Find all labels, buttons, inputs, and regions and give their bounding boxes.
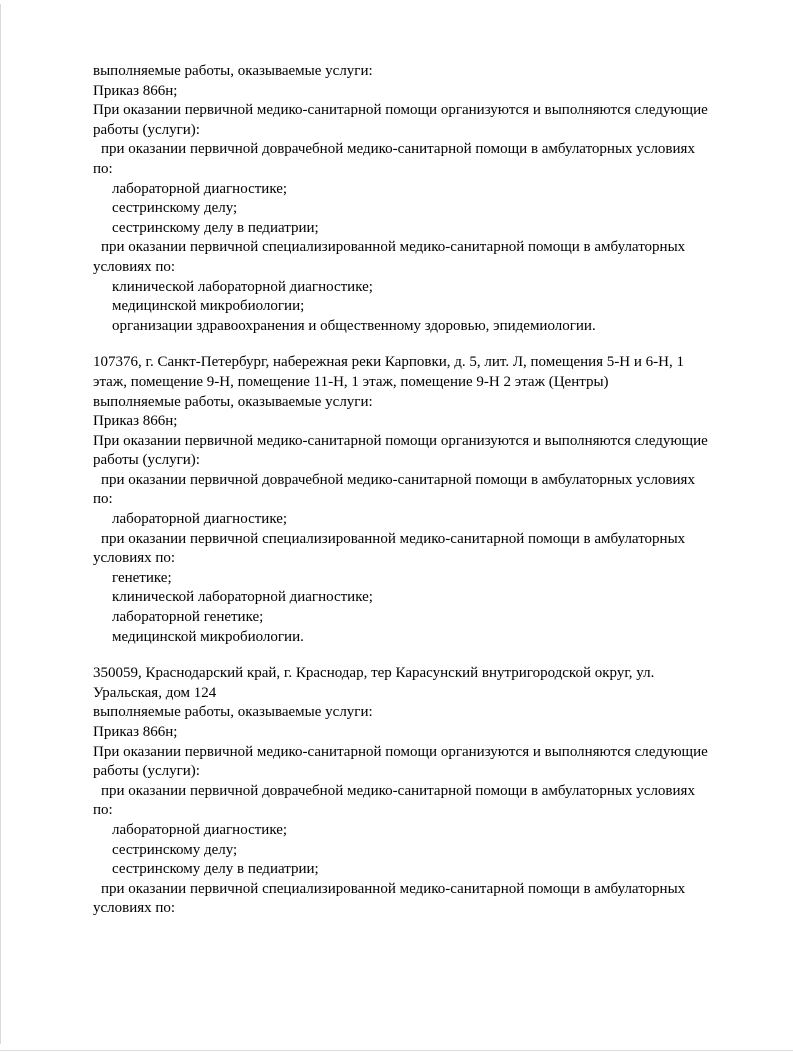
document-line: по: bbox=[93, 802, 113, 819]
document-line: генетике; bbox=[112, 569, 172, 586]
left-edge-divider bbox=[0, 4, 1, 1044]
document-line: при оказании первичной специализированной медико-санитарной помощи в амбулаторных bbox=[101, 239, 686, 256]
document-line: медицинской микробиологии. bbox=[112, 628, 304, 645]
document-line: условиях по: bbox=[93, 550, 176, 567]
document-line: сестринскому делу в педиатрии; bbox=[112, 861, 319, 878]
document-line: лабораторной диагностике; bbox=[112, 511, 288, 528]
document-line: работы (услуги): bbox=[93, 121, 200, 138]
document-line: выполняемые работы, оказываемые услуги: bbox=[93, 704, 373, 721]
document-line: работы (услуги): bbox=[93, 452, 200, 469]
document-line: сестринскому делу; bbox=[112, 841, 238, 858]
document-line: условиях по: bbox=[93, 900, 176, 917]
document-line: этаж, помещение 9-Н, помещение 11-Н, 1 этаж, помещение 9-Н 2 этаж (Центры) bbox=[93, 373, 609, 390]
bottom-edge-divider bbox=[0, 1050, 793, 1051]
document-line: по: bbox=[93, 160, 113, 177]
document-line: по: bbox=[93, 491, 113, 508]
document-line: при оказании первичной доврачебной медико-санитарной помощи в амбулаторных условиях bbox=[101, 141, 695, 158]
document-section-works-services-block-1 bbox=[93, 62, 758, 336]
document-line: Уральская, дом 124 bbox=[93, 684, 217, 701]
document-line: 350059, Краснодарский край, г. Краснодар, тер Карасунский внутригородской округ, ул. bbox=[93, 665, 655, 682]
document-line: организации здравоохранения и общественному здоровью, эпидемиологии. bbox=[112, 317, 596, 334]
document-line: 107376, г. Санкт-Петербург, набережная реки Карповки, д. 5, лит. Л, помещения 5-Н и 6-Н, 1 bbox=[93, 354, 684, 371]
document-line: при оказании первичной доврачебной медико-санитарной помощи в амбулаторных условиях bbox=[101, 782, 695, 799]
document-line: выполняемые работы, оказываемые услуги: bbox=[93, 393, 373, 410]
document-line: Приказ 866н; bbox=[93, 724, 178, 740]
document-line: условиях по: bbox=[93, 258, 176, 275]
document-line: При оказании первичной медико-санитарной помощи организуются и выполняются следующие bbox=[93, 432, 708, 449]
document-line: при оказании первичной специализированной медико-санитарной помощи в амбулаторных bbox=[101, 880, 686, 897]
document-line: выполняемые работы, оказываемые услуги: bbox=[93, 63, 373, 79]
document-line: работы (услуги): bbox=[93, 763, 200, 780]
document-line: при оказании первичной специализированной медико-санитарной помощи в амбулаторных bbox=[101, 530, 686, 547]
document-line: медицинской микробиологии; bbox=[112, 298, 305, 315]
document-line: При оказании первичной медико-санитарной помощи организуются и выполняются следующие bbox=[93, 102, 708, 119]
document-line: клинической лабораторной диагностике; bbox=[112, 589, 373, 606]
document-line: лабораторной генетике; bbox=[112, 609, 264, 626]
document-line: сестринскому делу; bbox=[112, 200, 238, 217]
document-line: при оказании первичной доврачебной медико-санитарной помощи в амбулаторных условиях bbox=[101, 471, 695, 488]
license-text-content bbox=[93, 62, 758, 919]
document-line: клинической лабораторной диагностике; bbox=[112, 278, 373, 295]
document-section-address-block-spb bbox=[93, 353, 758, 647]
document-section-address-block-krasnodar bbox=[93, 664, 758, 919]
document-line: лабораторной диагностике; bbox=[112, 821, 288, 838]
document-line: сестринскому делу в педиатрии; bbox=[112, 219, 319, 236]
document-line: При оказании первичной медико-санитарной помощи организуются и выполняются следующие bbox=[93, 743, 708, 760]
document-line: лабораторной диагностике; bbox=[112, 180, 288, 197]
document-line: Приказ 866н; bbox=[93, 413, 178, 430]
document-line: Приказ 866н; bbox=[93, 82, 178, 99]
